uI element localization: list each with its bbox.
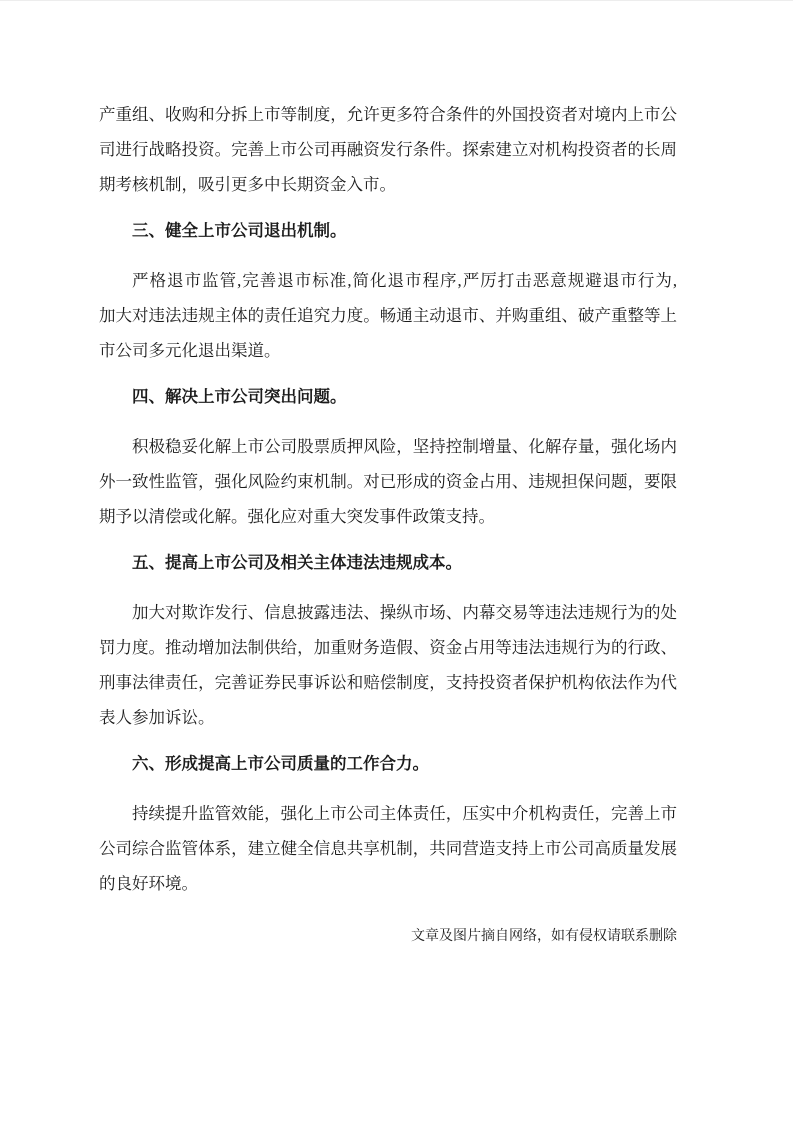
paragraph-continuation [99,97,677,202]
section-paragraph-3 [99,263,677,368]
paragraph-line: 的良好环境。 [99,874,198,893]
paragraph-line: 严格退市监管,完善退市标准,简化退市程序,严厉打击恶意规避退市行为, [132,271,677,290]
paragraph-line: 表人参加诉讼。 [99,708,215,727]
section-paragraph-5 [99,595,677,735]
section-heading-3: 三、健全上市公司退出机制。 [132,221,347,240]
section-paragraph-6 [99,796,677,901]
paragraph-line: 期予以清偿或化解。强化应对重大突发事件政策支持。 [99,507,495,526]
section-heading-4: 四、解决上市公司突出问题。 [132,387,347,406]
paragraph-line: 刑事法律责任，完善证券民事诉讼和赔偿制度，支持投资者保护机构依法作为代 [99,673,677,692]
section-paragraph-4 [99,429,677,534]
paragraph-line: 加大对违法违规主体的责任追究力度。畅通主动退市、并购重组、破产重整等上 [99,306,677,325]
document-content [99,97,677,954]
paragraph-line: 积极稳妥化解上市公司股票质押风险，坚持控制增量、化解存量，强化场内 [132,437,677,456]
section-heading-6: 六、形成提高上市公司质量的工作合力。 [132,754,429,773]
paragraph-line: 市公司多元化退出渠道。 [99,341,281,360]
paragraph-line: 公司综合监管体系，建立健全信息共享机制，共同营造支持上市公司高质量发展 [99,839,677,858]
attribution-note: 文章及图片摘自网络，如有侵权请联系删除 [411,929,677,944]
section-heading-5: 五、提高上市公司及相关主体违法违规成本。 [132,553,462,572]
paragraph-line: 持续提升监管效能，强化上市公司主体责任，压实中介机构责任，完善上市 [132,804,677,823]
paragraph-line: 期考核机制，吸引更多中长期资金入市。 [99,175,396,194]
paragraph-line: 罚力度。推动增加法制供给，加重财务造假、资金占用等违法违规行为的行政、 [99,638,677,657]
paragraph-line: 产重组、收购和分拆上市等制度，允许更多符合条件的外国投资者对境内上市公 [99,105,677,124]
paragraph-line: 司进行战略投资。完善上市公司再融资发行条件。探索建立对机构投资者的长周 [99,140,677,159]
paragraph-line: 外一致性监管，强化风险约束机制。对已形成的资金占用、违规担保问题，要限 [99,472,677,491]
paragraph-line: 加大对欺诈发行、信息披露违法、操纵市场、内幕交易等违法违规行为的处 [132,603,677,622]
